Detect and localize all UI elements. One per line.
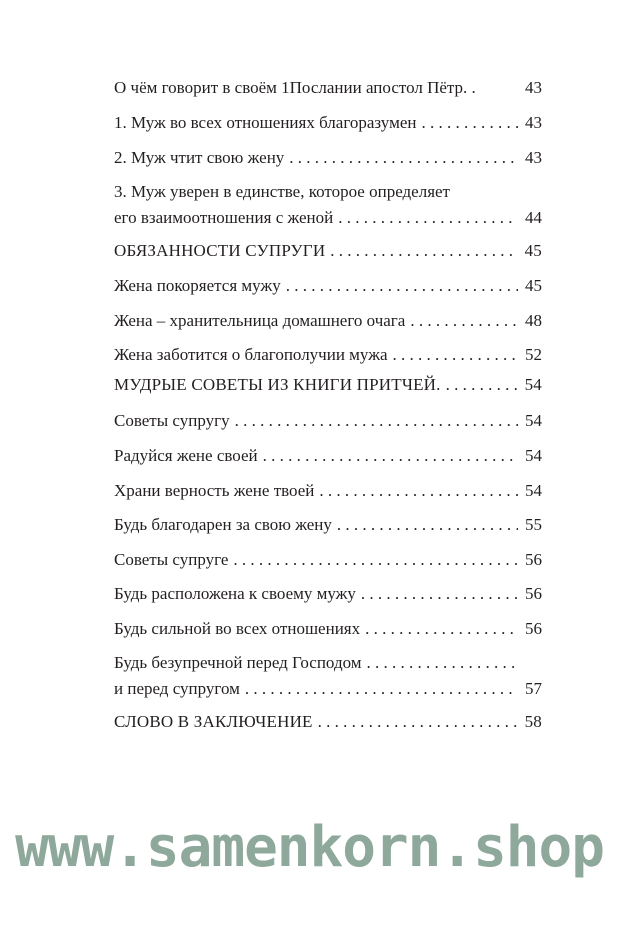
- toc-entry: [114, 514, 542, 536]
- toc-entry-title-line2: его взаимоотношения с женой: [114, 208, 334, 227]
- toc-entry-title: Жена покоряется мужу: [114, 276, 281, 295]
- toc-entry-title: МУДРЫЕ СОВЕТЫ ИЗ КНИГИ ПРИТЧЕЙ.: [114, 375, 441, 394]
- toc-entry-page: 44: [525, 208, 542, 227]
- dot-leader: [365, 618, 518, 640]
- toc-entry-title: 2. Муж чтит свою жену: [114, 148, 285, 167]
- dot-leader: [421, 112, 518, 134]
- toc-entry: [114, 618, 542, 640]
- toc-entry-title: 1. Муж во всех отношениях благоразумен: [114, 113, 417, 132]
- toc-entry-page: 48: [525, 311, 542, 330]
- toc-entry: [114, 77, 542, 99]
- toc-entry-page: 52: [525, 345, 542, 364]
- toc-entry: [114, 445, 542, 467]
- dot-leader: [338, 207, 518, 229]
- dot-leader: [286, 275, 518, 297]
- dot-leader: [410, 310, 518, 332]
- dot-leader: [337, 514, 518, 536]
- dot-leader: [330, 240, 518, 262]
- dot-leader: [367, 652, 518, 674]
- toc-entry-title: Советы супругу: [114, 411, 230, 430]
- toc-entry: [114, 112, 542, 134]
- toc-entry-page: 45: [525, 276, 542, 295]
- toc-entry-title-line1: Будь безупречной перед Господом: [114, 653, 362, 672]
- toc-entry-page: 45: [524, 241, 542, 260]
- watermark: www.samenkorn.shop: [15, 815, 604, 880]
- toc-entry-title: Радуйся жене своей: [114, 446, 258, 465]
- dot-leader: [263, 445, 518, 467]
- toc-entry: [114, 275, 542, 297]
- toc-entry-page: 43: [525, 78, 542, 97]
- dot-leader: [446, 374, 518, 396]
- toc-entry-title: СЛОВО В ЗАКЛЮЧЕНИЕ: [114, 712, 313, 731]
- dot-leader: [318, 711, 518, 733]
- toc-section-heading: [114, 711, 542, 733]
- dot-leader: [235, 410, 518, 432]
- toc-entry-page: 58: [524, 712, 542, 731]
- toc-entry-page: 56: [525, 584, 542, 603]
- toc-entry-title: Будь благодарен за свою жену: [114, 515, 332, 534]
- toc-entry-title-line2: и перед супругом: [114, 679, 240, 698]
- toc-entry-page: 54: [525, 481, 542, 500]
- toc-entry-page: 56: [525, 550, 542, 569]
- toc-entry: [114, 583, 542, 605]
- dot-leader: [393, 344, 518, 366]
- toc-section-heading: [114, 240, 542, 262]
- toc-entry: [114, 344, 542, 366]
- toc-entry-page: 43: [525, 148, 542, 167]
- toc-entry-title: Будь расположена к своему мужу: [114, 584, 356, 603]
- toc-entry-title-line1: 3. Муж уверен в единстве, которое определяет: [114, 182, 450, 201]
- toc-entry-title: ОБЯЗАННОСТИ СУПРУГИ: [114, 241, 326, 260]
- toc-entry-page: 54: [525, 446, 542, 465]
- toc-entry-page: 54: [525, 411, 542, 430]
- toc-entry-page: 43: [525, 113, 542, 132]
- toc-entry: [114, 181, 542, 229]
- toc-entry-title: Жена – хранительница домашнего очага: [114, 311, 406, 330]
- toc-entry-title: Храни верность жене твоей: [114, 481, 315, 500]
- dot-leader: [233, 549, 518, 571]
- toc-entry: [114, 480, 542, 502]
- dot-leader: [319, 480, 518, 502]
- toc-entry-title: Будь сильной во всех отношениях: [114, 619, 361, 638]
- toc-entry-title: Жена заботится о благополучии мужа: [114, 345, 388, 364]
- toc-entry: [114, 549, 542, 571]
- dot-leader: [361, 583, 518, 605]
- toc-entry-page: 55: [525, 515, 542, 534]
- toc-entry: [114, 410, 542, 432]
- toc-entry-title: Советы супруге: [114, 550, 229, 569]
- toc-entry: [114, 147, 542, 169]
- toc-entry-page: 57: [525, 679, 542, 698]
- toc-entry: [114, 652, 542, 700]
- dot-leader: [289, 147, 518, 169]
- toc-entry-page: 54: [524, 375, 542, 394]
- toc-entry: [114, 310, 542, 332]
- toc-entry-page: 56: [525, 619, 542, 638]
- toc-section-heading: [114, 374, 542, 396]
- dot-leader: [245, 678, 518, 700]
- toc-entry-title: О чём говорит в своём 1Послании апостол Пётр. .: [114, 78, 476, 97]
